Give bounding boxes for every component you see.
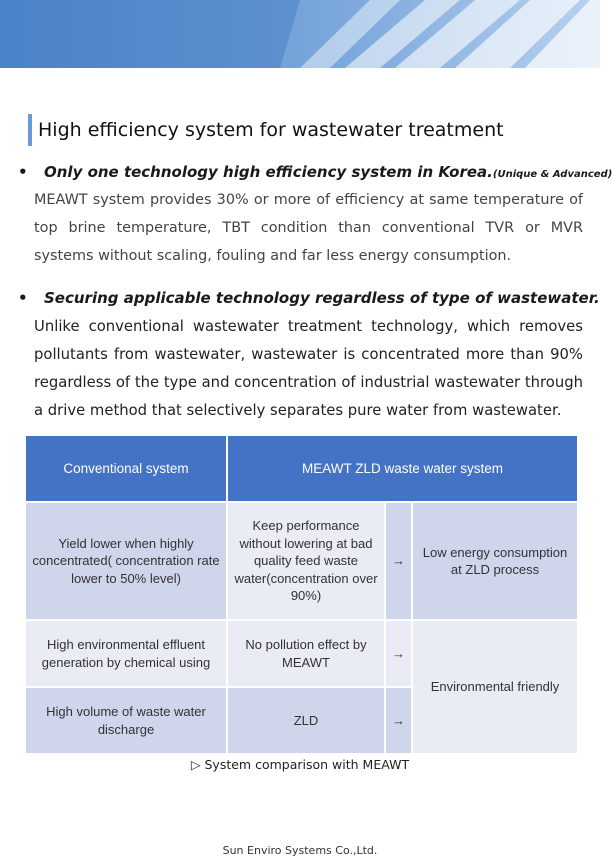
- bullet-heading-text: Only one technology high efficiency system in Korea.: [44, 163, 493, 181]
- bullet-heading-note: (Unique & Advanced): [492, 169, 612, 180]
- table-row: [25, 502, 578, 620]
- bullet-marker: •: [18, 163, 28, 181]
- header-banner: [0, 0, 600, 68]
- cell-meawt: No pollution effect by MEAWT: [227, 620, 385, 687]
- bullet-paragraph-2: Unlike conventional wastewater treatment technology, which removes pollutants from wastewater, wastewater is concentrated more than 90% regardless of the type and concentration of industrial wastewater through a drive method that selectively separates pure water from wastewater.: [34, 318, 583, 419]
- arrow-icon: →: [385, 502, 412, 620]
- arrow-icon: →: [385, 620, 412, 687]
- bullet-marker: •: [18, 289, 28, 307]
- comparison-table: [24, 434, 579, 755]
- table-header-row: [25, 435, 578, 502]
- cell-conventional: High volume of waste water discharge: [25, 687, 227, 754]
- bullet-heading-text: Securing applicable technology regardless of type of wastewater.: [44, 289, 600, 307]
- cell-conventional: High environmental effluent generation by chemical using: [25, 620, 227, 687]
- table-caption: ▷ System comparison with MEAWT: [190, 757, 410, 772]
- cell-meawt: Keep performance without lowering at bad quality feed waste water(concentration over 90%): [227, 502, 385, 620]
- table-row: [25, 620, 578, 687]
- section-title: High efficiency system for wastewater treatment: [28, 114, 504, 146]
- cell-benefit: Environmental friendly: [412, 620, 578, 754]
- footer-company: Sun Enviro Systems Co.,Ltd.: [222, 844, 378, 857]
- bullet-heading-1: [18, 162, 612, 185]
- bullet-paragraph-1: MEAWT system provides 30% or more of efficiency at same temperature of top brine temperature, TBT condition than conventional TVR or MVR systems without scaling, fouling and far less energy consumption.: [34, 192, 583, 264]
- cell-conventional: Yield lower when highly concentrated( concentration rate lower to 50% level): [25, 502, 227, 620]
- header-conventional: Conventional system: [25, 435, 227, 502]
- cell-benefit: Low energy consumption at ZLD process: [412, 502, 578, 620]
- header-meawt: MEAWT ZLD waste water system: [227, 435, 578, 502]
- bullet-heading-2: [18, 288, 600, 308]
- arrow-icon: →: [385, 687, 412, 754]
- cell-meawt: ZLD: [227, 687, 385, 754]
